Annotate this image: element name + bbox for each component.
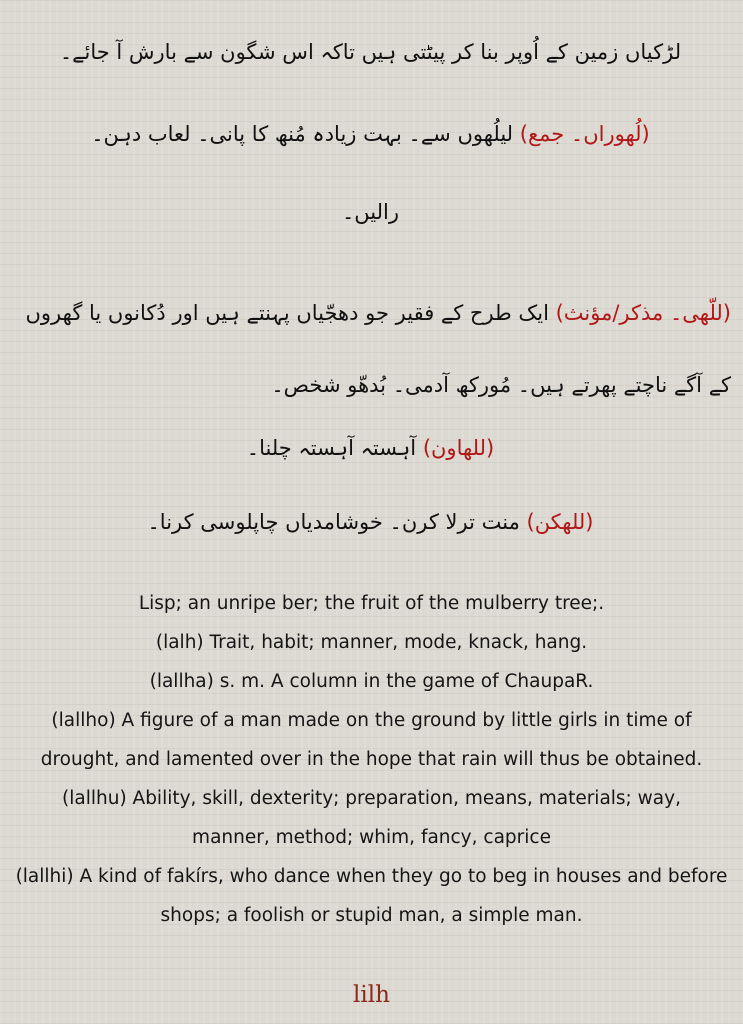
definition-lalhavan: آہستہ آہستہ چلنا۔ [246, 436, 423, 460]
urdu-entry-lallhi [10, 277, 731, 421]
definition-lallhi: ایک طرح کے فقیر جو دھجّیاں پہنتے ہیں اور دُکانوں یا گھروں کے آگے ناچتے پھرتے ہیں۔ مُورکھ آدمی۔ بُدھّو شخص۔ [25, 301, 731, 397]
urdu-line-girls-rain [10, 40, 731, 65]
headword-lalhkan: (للھکن) [526, 510, 594, 534]
urdu-entry-lalhavan [10, 436, 731, 461]
definition-lalhkan: منت ترلا کرن۔ خوشامدیاں چاپلوسی کرنا۔ [147, 510, 527, 534]
english-line-lalh: (lalh) Trait, habit; manner, mode, knack, hang. [155, 632, 588, 653]
definition-lhoran: لیلُھوں سے۔ بہت زیادہ مُنھ کا پانی۔ لعاب دہن۔ [91, 122, 520, 146]
definition-lhoran-continued: رالیں۔ [341, 200, 399, 224]
english-line-lallhu: (lallhu) Ability, skill, dexterity; preparation, means, materials; way, manner, method; whim, fancy, caprice [62, 788, 681, 848]
headword-lallhi: (للّھی۔ مذکر/مؤنث) [555, 301, 731, 325]
english-line-lallha: (lallha) s. m. A column in the game of ChaupaR. [149, 671, 594, 692]
english-line-lallhi: (lallhi) A kind of fakírs, who dance when they go to beg in houses and before shops; a foolish or stupid man, a simple man. [15, 866, 728, 926]
headword-lalhavan: (للھاون) [422, 436, 495, 460]
urdu-entry-lhoran-cont [10, 200, 731, 225]
english-line-1: Lisp; an unripe ber; the fruit of the mulberry tree;. [138, 593, 605, 614]
footer-word: lilh [353, 982, 390, 1008]
english-line-lallho: (lallho) A figure of a man made on the ground by little girls in time of drought, and lamented over in the hope that rain will thus be obtained. [40, 710, 703, 770]
urdu-line-1-text: لڑکیاں زمین کے اُوپر بنا کر پیٹتی ہیں تاکہ اس شگون سے بارش آ جائے۔ [59, 40, 682, 64]
english-definitions [0, 584, 743, 935]
urdu-entry-lalhkan [10, 510, 731, 535]
urdu-entry-lhoran [10, 122, 731, 147]
headword-lhoran: (لُھوراں۔ جمع) [519, 122, 650, 146]
